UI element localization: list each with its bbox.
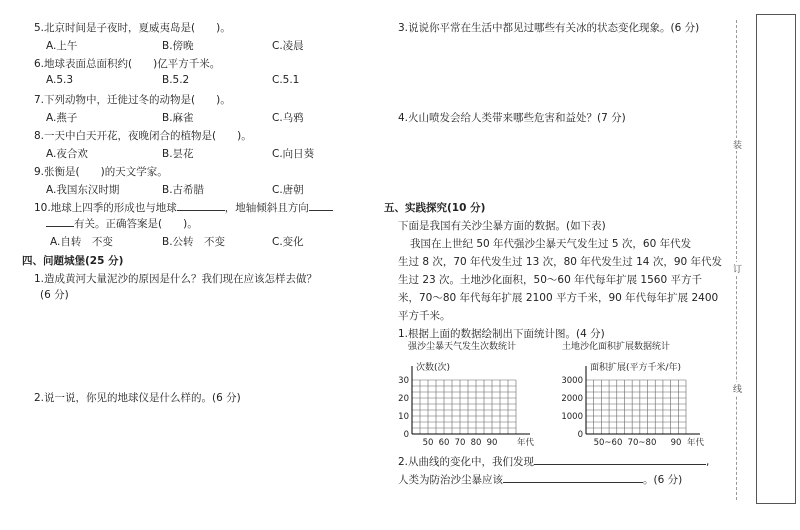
task2-score: 。(6 分) bbox=[643, 474, 683, 486]
y-tick-label: 30 bbox=[398, 376, 409, 386]
x-tick-label: 90 bbox=[486, 438, 498, 448]
x-tick-label: 50 bbox=[422, 438, 434, 448]
q5-stem: 5.北京时间是子夜时，夏威夷岛是( )。 bbox=[34, 22, 231, 34]
binding-char-1: 装 bbox=[733, 138, 742, 151]
section5-intro: 下面是我国有关沙尘暴方面的数据。(如下表) bbox=[398, 220, 606, 232]
task2-line1 bbox=[398, 454, 709, 469]
q6-option-c[interactable]: C.5.1 bbox=[272, 74, 300, 86]
q6-option-a[interactable]: A.5.3 bbox=[46, 74, 74, 86]
data-paragraph-line1: 我国在上世纪 50 年代强沙尘暴天气发生过 5 次，60 年代发 bbox=[410, 238, 692, 250]
q7-stem: 7.下列动物中，迁徙过冬的动物是( )。 bbox=[34, 94, 231, 106]
q10-blank-2[interactable] bbox=[309, 200, 333, 211]
binding-dashed-line bbox=[736, 20, 737, 500]
task2-comma: , bbox=[706, 456, 710, 468]
task2-text-b: 人类为防治沙尘暴应该 bbox=[398, 474, 503, 486]
y-tick-label: 20 bbox=[398, 394, 409, 404]
s4-q1-score: (6 分) bbox=[40, 289, 69, 301]
y-axis-label: 次数(次) bbox=[416, 363, 451, 373]
q10-option-c[interactable]: C.变化 bbox=[272, 236, 304, 248]
s4-q2-stem: 2.说一说，你见的地球仪是什么样的。(6 分) bbox=[34, 392, 241, 404]
q5-option-b[interactable]: B.傍晚 bbox=[162, 40, 194, 52]
q9-option-a[interactable]: A.我国东汉时期 bbox=[46, 184, 120, 196]
data-paragraph-line5: 平方千米。 bbox=[398, 310, 451, 322]
y-tick-label: 0 bbox=[403, 430, 409, 440]
q5-option-a[interactable]: A.上午 bbox=[46, 40, 78, 52]
q8-option-c[interactable]: C.向日葵 bbox=[272, 148, 315, 160]
s4-q1-stem: 1.造成黄河大量泥沙的原因是什么？我们现在应该怎样去做？ bbox=[34, 273, 318, 285]
q10-stem-line2 bbox=[46, 216, 198, 231]
x-tick-label: 80 bbox=[470, 438, 482, 448]
x-tick-label: 70 bbox=[454, 438, 466, 448]
q8-stem: 8.一天中白天开花，夜晚闭合的植物是( )。 bbox=[34, 130, 252, 142]
q10-option-b[interactable]: B.公转 不变 bbox=[162, 236, 226, 248]
section4-heading: 四、问题城堡(25 分) bbox=[22, 255, 124, 267]
task1-text: 1.根据上面的数据绘制出下面统计图。(4 分) bbox=[398, 328, 605, 340]
q6-stem: 6.地球表面总面积约( )亿平方千米。 bbox=[34, 58, 221, 70]
x-tick-label: 90 bbox=[670, 438, 682, 448]
task2-line2 bbox=[398, 472, 682, 487]
right-q3-stem: 3.说说你平常在生活中都见过哪些有关冰的状态变化现象。(6 分) bbox=[398, 22, 700, 34]
desertification-area-chart[interactable] bbox=[540, 340, 720, 450]
y-tick-label: 0 bbox=[577, 430, 583, 440]
q7-option-c[interactable]: C.乌鸦 bbox=[272, 112, 304, 124]
y-tick-label: 1000 bbox=[561, 412, 583, 422]
data-paragraph-line2: 生过 8 次，70 年代发生过 13 次，80 年代发生过 14 次，90 年代发 bbox=[398, 256, 723, 268]
y-axis-label: 面积扩展(平方千米/年) bbox=[590, 363, 682, 373]
chart-title: 土地沙化面积扩展数据统计 bbox=[562, 342, 671, 352]
q5-option-c[interactable]: C.凌晨 bbox=[272, 40, 304, 52]
q10-blank-1[interactable] bbox=[177, 200, 225, 211]
q7-option-b[interactable]: B.麻雀 bbox=[162, 112, 194, 124]
q7-option-a[interactable]: A.燕子 bbox=[46, 112, 78, 124]
q10-text-a: 10.地球上四季的形成也与地球 bbox=[34, 202, 177, 214]
x-axis-label: 年代 bbox=[517, 438, 535, 448]
x-axis-label: 年代 bbox=[687, 438, 705, 448]
binding-frame bbox=[756, 14, 796, 504]
right-q4-stem: 4.火山喷发会给人类带来哪些危害和益处？(7 分) bbox=[398, 112, 626, 124]
q10-text-c: 有关。正确答案是( )。 bbox=[74, 218, 198, 230]
data-paragraph-line3: 生过 23 次。土地沙化面积，50～60 年代每年扩展 1560 平方千 bbox=[398, 274, 702, 286]
q6-option-b[interactable]: B.5.2 bbox=[162, 74, 190, 86]
x-tick-label: 50~60 bbox=[593, 438, 623, 448]
q9-option-c[interactable]: C.唐朝 bbox=[272, 184, 304, 196]
x-tick-label: 70~80 bbox=[627, 438, 657, 448]
q10-blank-3[interactable] bbox=[46, 216, 74, 227]
sandstorm-count-chart[interactable] bbox=[370, 340, 546, 450]
q8-option-b[interactable]: B.昙花 bbox=[162, 148, 194, 160]
y-tick-label: 3000 bbox=[561, 376, 583, 386]
q8-option-a[interactable]: A.夜合欢 bbox=[46, 148, 88, 160]
task2-text-a: 2.从曲线的变化中，我们发现 bbox=[398, 456, 535, 468]
task2-blank-2[interactable] bbox=[503, 472, 643, 483]
x-tick-label: 60 bbox=[438, 438, 450, 448]
section5-heading: 五、实践探究(10 分) bbox=[384, 202, 486, 214]
binding-char-3: 线 bbox=[733, 382, 742, 395]
q10-stem-line1 bbox=[34, 200, 333, 215]
q10-text-b: ，地轴倾斜且方向 bbox=[224, 202, 309, 214]
q10-option-a[interactable]: A.自转 不变 bbox=[50, 236, 113, 248]
chart-title: 强沙尘暴天气发生次数统计 bbox=[408, 342, 517, 352]
q9-stem: 9.张衡是( )的天文学家。 bbox=[34, 166, 168, 178]
data-paragraph-line4: 米，70～80 年代每年扩展 2100 平方千米，90 年代每年扩展 2400 bbox=[398, 292, 719, 304]
q9-option-b[interactable]: B.古希腊 bbox=[162, 184, 205, 196]
y-tick-label: 2000 bbox=[561, 394, 583, 404]
task2-blank-1[interactable] bbox=[534, 454, 706, 465]
binding-char-2: 订 bbox=[733, 262, 742, 275]
y-tick-label: 10 bbox=[398, 412, 409, 422]
